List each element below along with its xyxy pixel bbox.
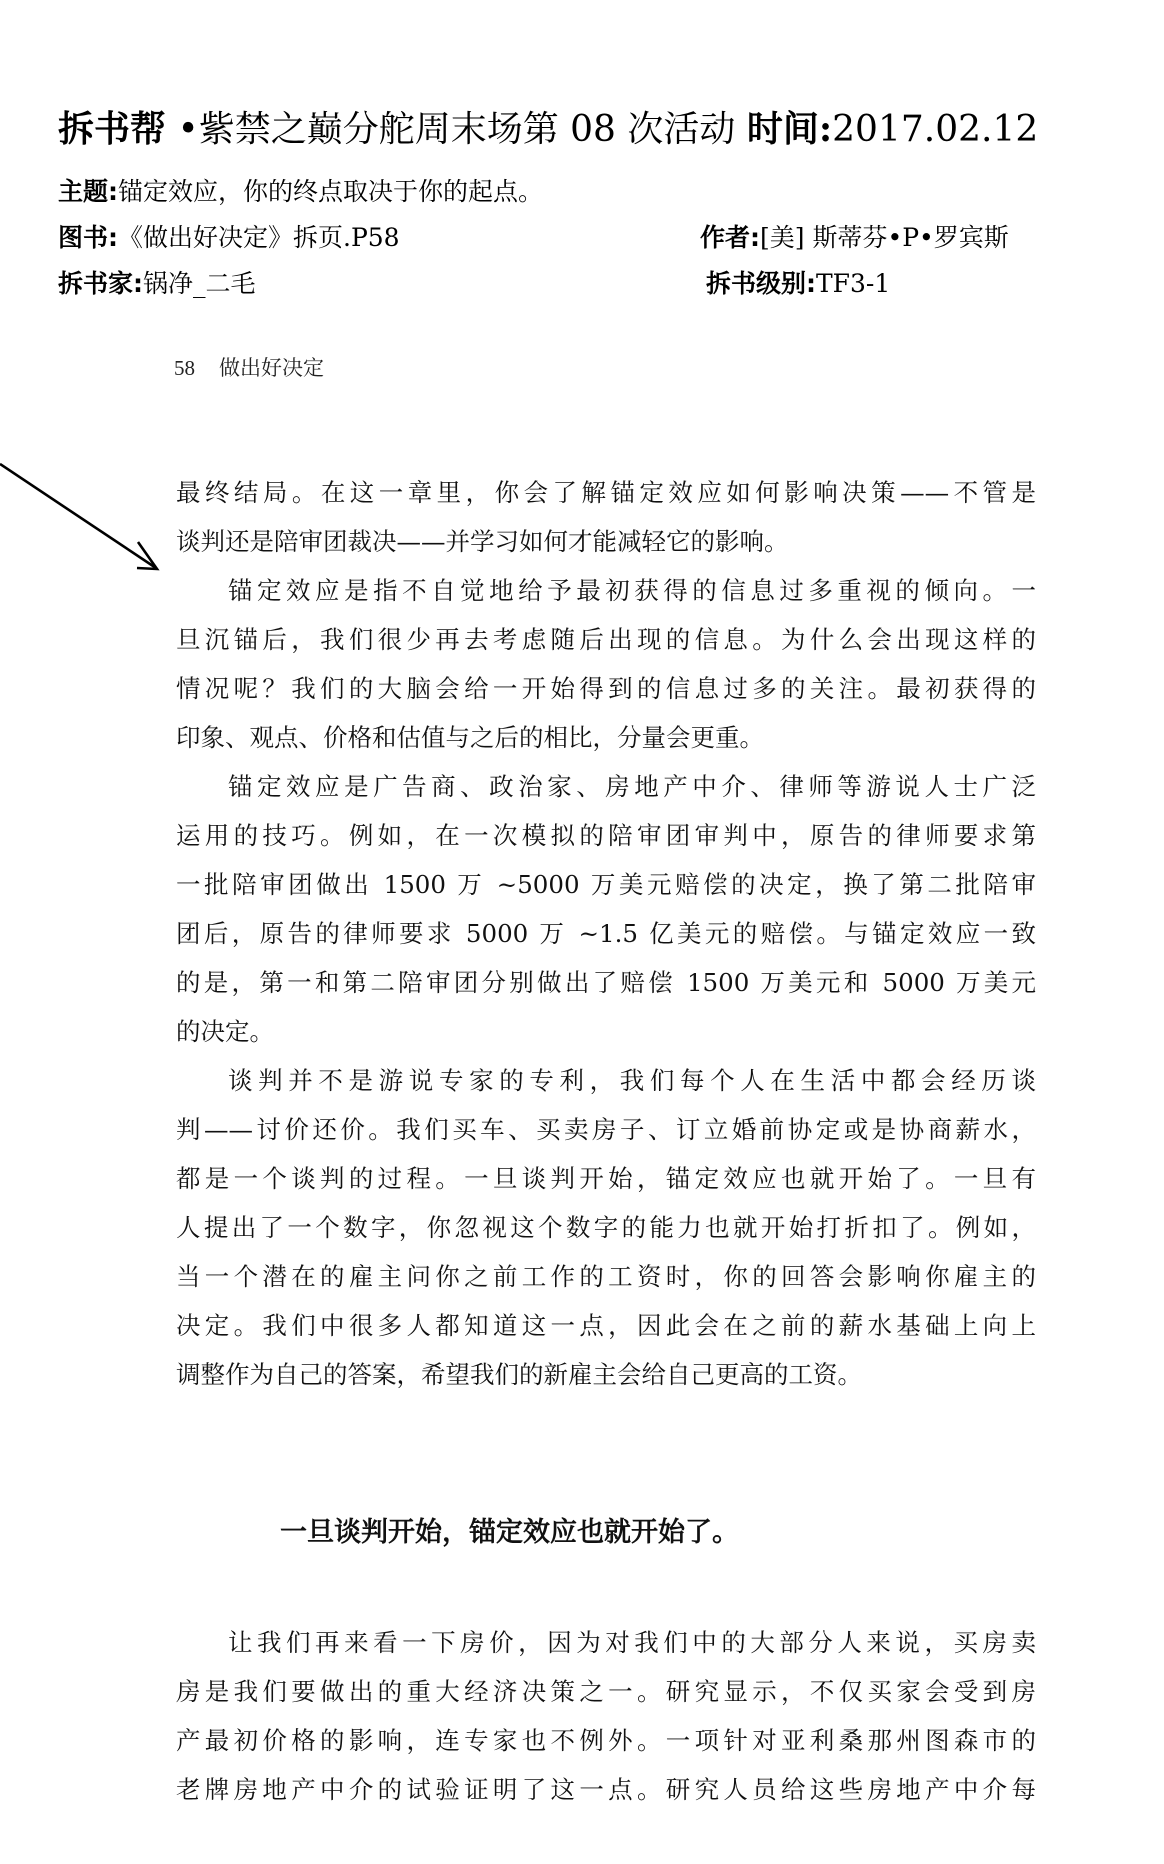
book-label: 图书: (58, 223, 118, 252)
text-line: 锚定效应是指不自觉地给予最初获得的信息过多重视的倾向。一 (228, 576, 1036, 605)
running-head (174, 352, 324, 382)
time-label: 时间: (746, 108, 833, 150)
text-line: 人提出了一个数字，你忽视这个数字的能力也就开始打折扣了。例如， (176, 1213, 1036, 1242)
body-text-block-2 (176, 1618, 1036, 1814)
brand-name: 拆书帮 (58, 108, 167, 150)
text-line: 情况呢？我们的大脑会给一开始得到的信息过多的关注。最初获得的 (176, 674, 1036, 703)
time-value: 2017.02.12 (832, 109, 1039, 150)
text-line: 谈判并不是游说专家的专利，我们每个人在生活中都会经历谈 (228, 1066, 1036, 1095)
splitter-row (58, 266, 256, 302)
page-number: 58 (174, 356, 195, 380)
text-line: 调整作为自己的答案，希望我们的新雇主会给自己更高的工资。 (176, 1360, 862, 1389)
theme-value: 锚定效应，你的终点取决于你的起点。 (118, 177, 544, 206)
text-line: 一批陪审团做出 1500 万 ~5000 万美元赔偿的决定，换了第二批陪审 (176, 870, 1036, 899)
text-line: 决定。我们中很多人都知道这一点，因此会在之前的薪水基础上向上 (176, 1311, 1036, 1340)
text-line: 的是，第一和第二陪审团分别做出了赔偿 1500 万美元和 5000 万美元 (176, 968, 1036, 997)
author-value: [美] 斯蒂芬•P•罗宾斯 (760, 223, 1009, 252)
splitter-label: 拆书家: (58, 269, 143, 298)
level-row (706, 266, 890, 302)
text-line: 谈判还是陪审团裁决——并学习如何才能减轻它的影响。 (176, 527, 789, 556)
text-line: 老牌房地产中介的试验证明了这一点。研究人员给这些房地产中介每 (176, 1775, 1036, 1804)
text-line: 运用的技巧。例如，在一次模拟的陪审团审判中，原告的律师要求第 (176, 821, 1036, 850)
text-line: 产最初价格的影响，连专家也不例外。一项针对亚利桑那州图森市的 (176, 1726, 1036, 1755)
text-line: 当一个潜在的雇主问你之前工作的工资时，你的回答会影响你雇主的 (176, 1262, 1036, 1291)
text-line: 旦沉锚后，我们很少再去考虑随后出现的信息。为什么会出现这样的 (176, 625, 1036, 654)
text-line: 锚定效应是广告商、政治家、房地产中介、律师等游说人士广泛 (228, 772, 1036, 801)
text-line: 让我们再来看一下房价，因为对我们中的大部分人来说，买房卖 (228, 1628, 1036, 1657)
text-line: 的决定。 (176, 1017, 274, 1046)
running-head-title: 做出好决定 (219, 356, 324, 380)
activity-name: •紫禁之巅分舵周末场第 08 次活动 (177, 109, 736, 150)
body-text-block-1 (176, 468, 1036, 1399)
text-line: 判——讨价还价。我们买车、买卖房子、订立婚前协定或是协商薪水， (176, 1115, 1036, 1144)
level-value: TF3-1 (816, 269, 891, 298)
splitter-value: 锅净_二毛 (143, 269, 256, 298)
author-label: 作者: (700, 223, 760, 252)
text-line: 房是我们要做出的重大经济决策之一。研究显示，不仅买家会受到房 (176, 1677, 1036, 1706)
level-label: 拆书级别: (706, 269, 816, 298)
activity-header (58, 104, 1038, 155)
text-line: 最终结局。在这一章里，你会了解锚定效应如何影响决策——不管是 (176, 478, 1036, 507)
pull-quote: 一旦谈判开始，锚定效应也就开始了。 (280, 1517, 739, 1548)
text-line: 印象、观点、价格和估值与之后的相比，分量会更重。 (176, 723, 764, 752)
book-row (58, 220, 400, 256)
book-value: 《做出好决定》拆页.P58 (118, 223, 400, 252)
text-line: 都是一个谈判的过程。一旦谈判开始，锚定效应也就开始了。一旦有 (176, 1164, 1036, 1193)
theme-row (58, 174, 543, 210)
text-line: 团后，原告的律师要求 5000 万 ~1.5 亿美元的赔偿。与锚定效应一致 (176, 919, 1036, 948)
theme-label: 主题: (58, 177, 118, 206)
author-row (700, 220, 1009, 256)
arrow-icon (0, 460, 170, 600)
